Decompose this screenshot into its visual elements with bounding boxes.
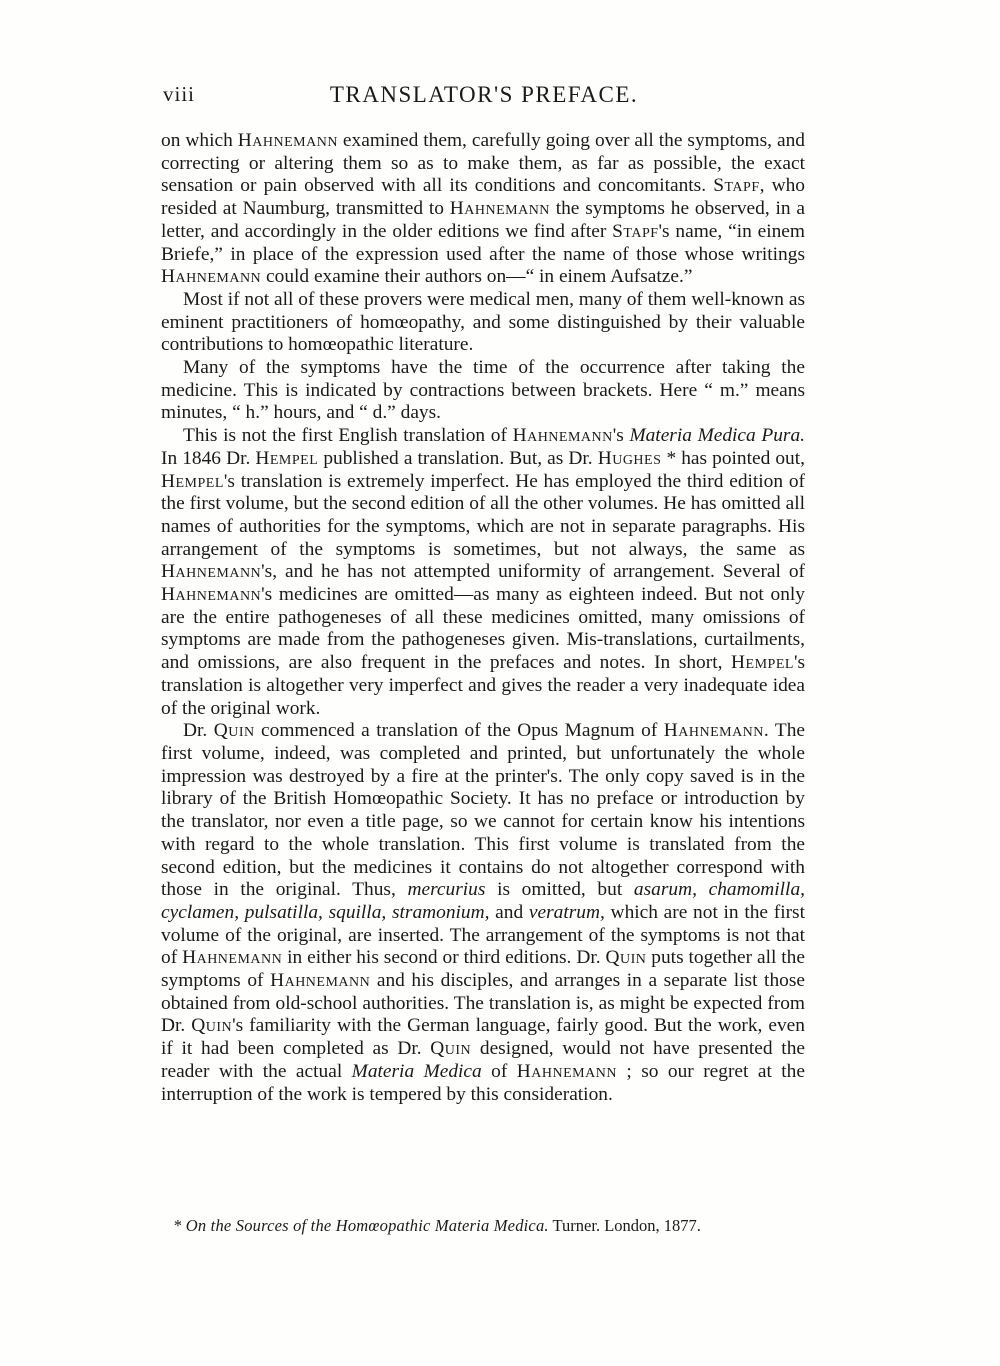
name-small-caps: Hahnemann [161,266,262,288]
name-small-caps: Hahnemann [516,1060,617,1082]
text-run: . The first volume, indeed, was completed and printed, but unfortunately the whole impression was destroyed by a fire at the printer's. The only copy saved is in the library of the British Homœopathic Society. It has no preface or introduction by the translator, nor even a title page, so we cannot for certain know his intentions with regard to the whole translation. This first volume is translated from the second edition, but the medicines it contains do not altogether correspond with those in the original. Thus, [161,720,805,901]
text-run: Many of the symptoms have the time of the occurrence after taking the medicine. This is indicated by contractions between brackets. Here “ m.” means minutes, “ h.” hours, and “ d.” days. [161,357,805,424]
paragraph-3 [161,357,805,425]
body-text [161,130,805,1106]
text-run: puts together all the symptoms of [161,947,805,992]
text-run: Dr. [183,720,214,742]
text-run: 's translation is altogether very imperfect and gives the reader a very inadequate idea of the original work. [161,652,805,719]
name-small-caps: Stapf [612,220,659,242]
text-run: of [481,1060,517,1082]
name-small-caps: Stapf [713,175,760,197]
text-run: on which [161,130,238,151]
page-number: viii [163,82,196,106]
paragraph-4 [161,425,805,720]
text-run: * has pointed out, [661,447,805,469]
text-run: the symptoms he observed, in a letter, and accordingly in the older editions we find after [161,198,805,242]
italic-text: mercurius [407,879,486,901]
text-run: could examine their authors on—“ in einem Aufsatze.” [261,266,693,288]
text-run: This is not the first English translation of [183,425,513,447]
text-run: 's name, “in einem Briefe,” in place of the expression used after the name of those whose writings [161,220,805,265]
name-small-caps: Quin [605,947,647,969]
italic-text: * On the Sources of the Homœopathic Materia Medica. [173,1216,549,1235]
text-run: In 1846 Dr. [161,447,256,469]
page-header [163,82,805,116]
name-small-caps: Hahnemann [449,198,550,220]
name-small-caps: Quin [213,720,255,742]
text-run: examined them, carefully going over all the symptoms, and correcting or altering them so as to make them, as far as possible, the exact sensation or pain observed with all its conditions and concomitants. [161,130,805,197]
italic-text: Materia Medica [351,1060,482,1082]
text-run: ; so our regret at the interruption of the work is tempered by this consideration. [161,1060,805,1105]
text-run: commenced a translation of the Opus Magnum of [254,720,664,742]
name-small-caps: Hahnemann [270,970,371,992]
paragraph-1 [161,130,805,289]
text-run: and his disciples, and arranges in a separate list those obtained from old-school authorities. The translation is, as might be expected from Dr. [161,970,805,1037]
name-small-caps: Hughes [597,447,662,469]
text-run: 's, and he has not attempted uniformity of arrangement. Several of [261,561,805,583]
italic-text: asarum, chamomilla, cyclamen, pulsatilla, squilla, stramonium, [161,879,805,923]
text-run: 's [612,425,630,447]
text-run: Most if not all of these provers were medical men, many of them well-known as eminent practitioners of homœopathy, and some distinguished by their valuable contributions to homœopathic literature. [161,288,805,356]
text-run: and [489,901,529,923]
text-run: published a translation. But, as Dr. [318,447,598,469]
text-run: 's familiarity with the German language, fairly good. But the work, even if it had been completed as Dr. [161,1015,805,1060]
name-small-caps: Hahnemann [237,130,338,151]
footnote [161,1216,805,1236]
name-small-caps: Hahnemann [161,561,262,583]
text-run: is omitted, but [485,879,634,901]
text-run: , who resided at Naumburg, transmitted to [161,175,805,220]
paragraph-2 [161,289,805,357]
italic-text: veratrum, [528,901,605,923]
name-small-caps: Hahnemann [182,947,283,969]
name-small-caps: Hahnemann [663,720,764,742]
name-small-caps: Hahnemann [161,584,262,606]
text-run: designed, would not have presented the reader with the actual [161,1038,805,1082]
running-head: TRANSLATOR'S PREFACE. [329,82,639,107]
text-run: 's translation is extremely imperfect. He has employed the third edition of the first volume, but the second edition of all the other volumes. He has omitted all names of authorities for the symptoms, which are not in separate paragraphs. His arrangement of the symptoms is sometimes, but not always, the same as [161,470,805,560]
name-small-caps: Hempel [731,652,794,674]
name-small-caps: Quin [191,1015,233,1037]
text-run: which are not in the first volume of the original, are inserted. The arrangement of the symptoms is not that of [161,901,805,969]
name-small-caps: Quin [430,1038,472,1060]
text-run: 's medicines are omitted—as many as eighteen indeed. But not only are the entire pathogeneses of all these medicines omitted, many omissions of symptoms are made from the pathogeneses given. Mis-translations, curtailments, and omissions, are also frequent in the prefaces and notes. In short, [161,584,805,674]
name-small-caps: Hahnemann [512,425,613,447]
paragraph-5 [161,720,805,1106]
name-small-caps: Hempel [161,470,224,492]
text-run: Turner. London, 1877. [548,1216,701,1235]
italic-text: Materia Medica Pura. [629,425,805,447]
text-run: in either his second or third editions. Dr. [282,947,606,969]
name-small-caps: Hempel [255,447,319,469]
